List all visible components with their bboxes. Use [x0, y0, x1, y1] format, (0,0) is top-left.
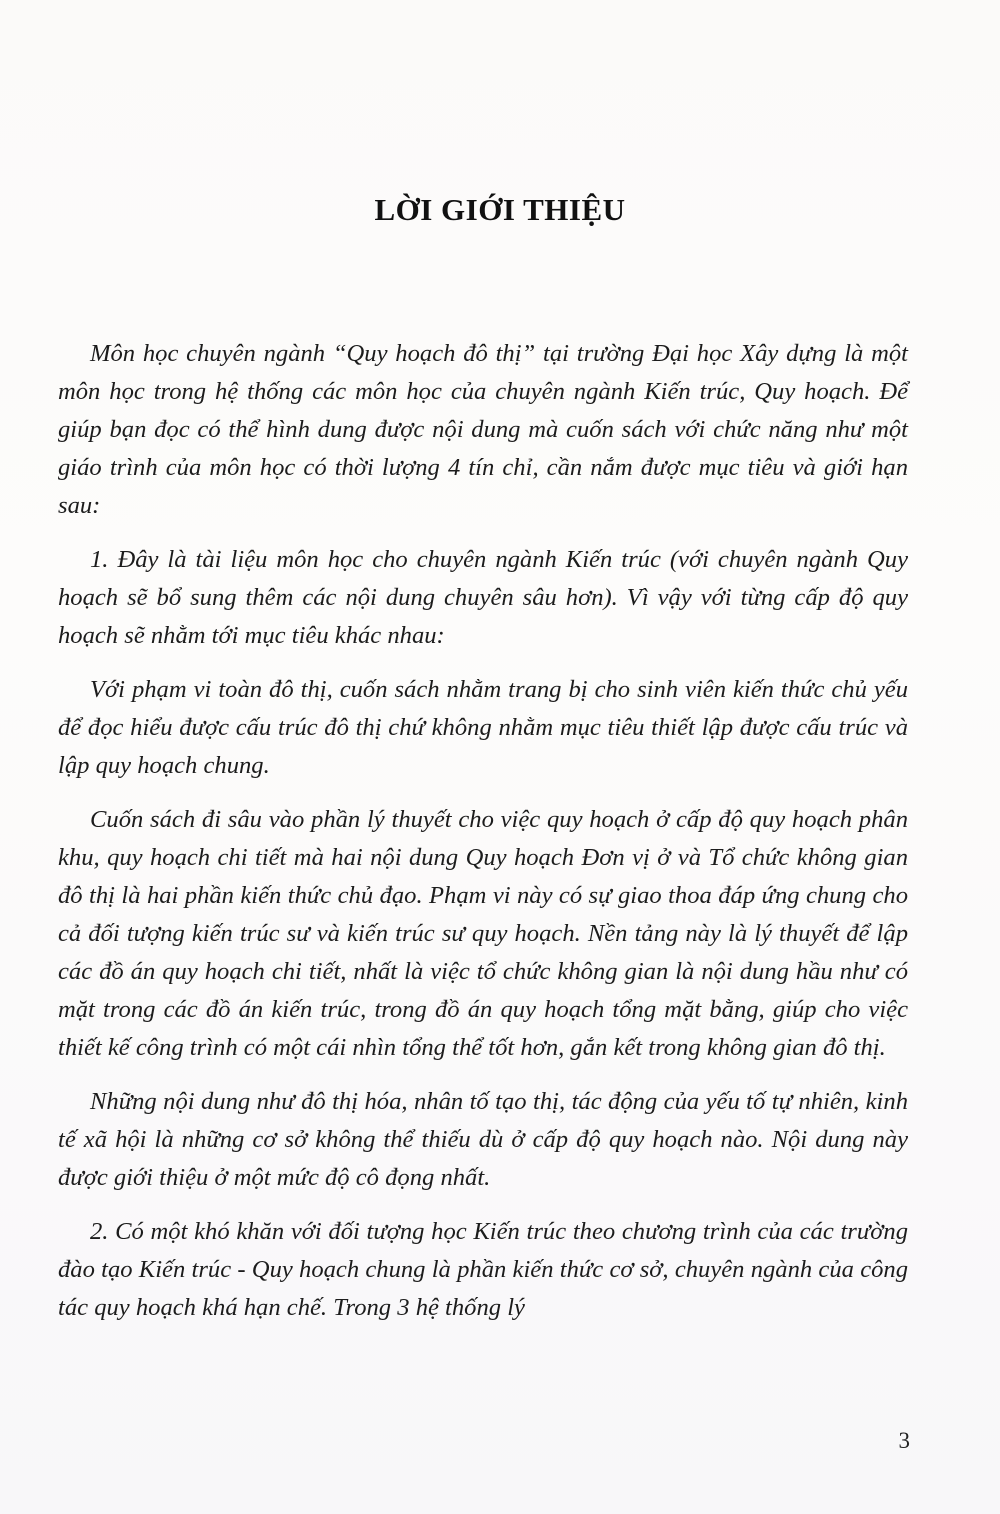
body-text [58, 335, 908, 1343]
paragraph-point-1: 1. Đây là tài liệu môn học cho chuyên ngành Kiến trúc (với chuyên ngành Quy hoạch sẽ bổ sung thêm các nội dung chuyên sâu hơn). Vì vậy với từng cấp độ quy hoạch sẽ nhằm tới mục tiêu khác nhau: [58, 546, 908, 649]
paragraph-point-2: 2. Có một khó khăn với đối tượng học Kiến trúc theo chương trình của các trường đào tạo Kiến trúc - Quy hoạch chung là phần kiến thức cơ sở, chuyên ngành của công tác quy hoạch khá hạn chế. Trong 3 hệ thống lý [58, 1218, 908, 1321]
page-title: LỜI GIỚI THIỆU [374, 192, 626, 227]
paragraph-theory-focus: Cuốn sách đi sâu vào phần lý thuyết cho việc quy hoạch ở cấp độ quy hoạch phân khu, quy hoạch chi tiết mà hai nội dung Quy hoạch Đơn vị ở và Tổ chức không gian đô thị là hai phần kiến thức chủ đạo. Phạm vi này có sự giao thoa đáp ứng chung cho cả đối tượng kiến trúc sư và kiến trúc sư quy hoạch. Nền tảng này là lý thuyết để lập các đồ án quy hoạch chi tiết, nhất là việc tổ chức không gian là nội dung hầu như có mặt trong các đồ án kiến trúc, trong đồ án quy hoạch tổng mặt bằng, giúp cho việc thiết kế công trình có một cái nhìn tổng thể tốt hơn, gắn kết trong không gian đô thị. [58, 806, 908, 1061]
page-number: 3 [898, 1428, 910, 1453]
paragraph-city-scope: Với phạm vi toàn đô thị, cuốn sách nhằm trang bị cho sinh viên kiến thức chủ yếu để đọc hiểu được cấu trúc đô thị chứ không nhằm mục tiêu thiết lập được cấu trúc và lập quy hoạch chung. [58, 676, 908, 779]
paragraph-urbanization: Những nội dung như đô thị hóa, nhân tố tạo thị, tác động của yếu tố tự nhiên, kinh tế xã hội là những cơ sở không thể thiếu dù ở cấp độ quy hoạch nào. Nội dung này được giới thiệu ở một mức độ cô đọng nhất. [58, 1088, 908, 1191]
paragraph-intro: Môn học chuyên ngành “Quy hoạch đô thị” tại trường Đại học Xây dựng là một môn học trong hệ thống các môn học của chuyên ngành Kiến trúc, Quy hoạch. Để giúp bạn đọc có thể hình dung được nội dung mà cuốn sách với chức năng như một giáo trình của môn học có thời lượng 4 tín chỉ, cần nắm được mục tiêu và giới hạn sau: [58, 340, 908, 519]
